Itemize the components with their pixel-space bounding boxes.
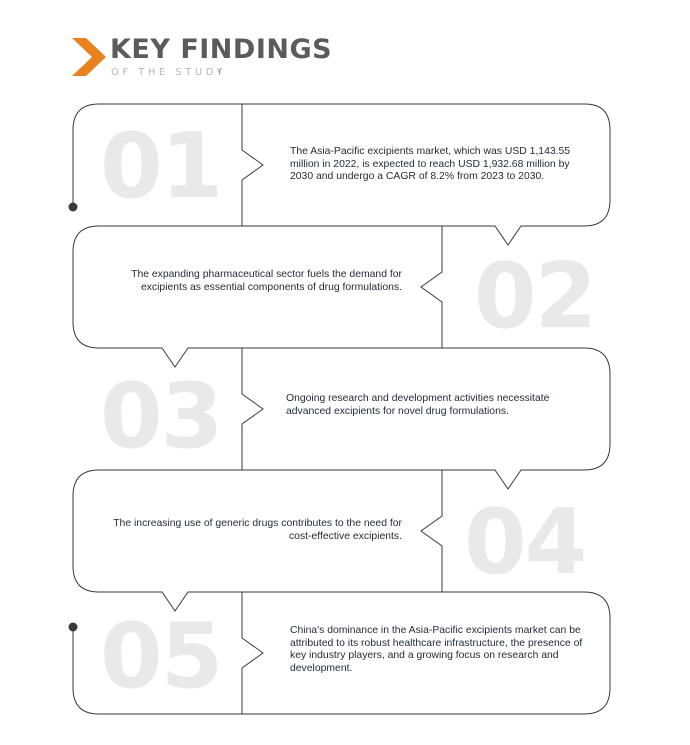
finding-text-3: Ongoing research and development activities necessitate advanced excipients for novel drug formulations. — [286, 393, 550, 417]
finding-box-3 — [242, 348, 610, 489]
end-dot — [69, 623, 78, 632]
finding-number-3: 03 — [100, 364, 222, 469]
finding-number-1: 01 — [100, 114, 222, 219]
finding-text-5: China's dominance in the Asia-Pacific excipients market can be attributed to its robust healthcare infrastructure, the presence of key industry players, and a growing focus on research and development. — [290, 625, 583, 674]
start-dot — [69, 203, 78, 212]
page-title: KEY FINDINGS — [110, 34, 333, 65]
page-subtitle: OF THE STUDY — [111, 67, 226, 78]
finding-number-4: 04 — [464, 490, 586, 595]
divider-2 — [421, 226, 442, 348]
divider-1 — [242, 104, 263, 226]
divider-3 — [242, 348, 263, 470]
divider-5 — [242, 592, 263, 714]
finding-text-2: The expanding pharmaceutical sector fuels the demand for excipients as essential components of drug formulations. — [131, 269, 402, 293]
finding-box-2 — [73, 226, 442, 367]
finding-number-2: 02 — [474, 244, 596, 349]
finding-text-1: The Asia-Pacific excipients market, which was USD 1,143.55 million in 2022, is expected to reach USD 1,932.68 million by 2030 and undergo a CAGR of 8.2% from 2023 to 2030. — [290, 146, 571, 183]
finding-text-4: The increasing use of generic drugs contributes to the need for cost-effective excipients. — [113, 518, 402, 542]
finding-number-5: 05 — [100, 604, 222, 709]
divider-4 — [421, 470, 442, 592]
